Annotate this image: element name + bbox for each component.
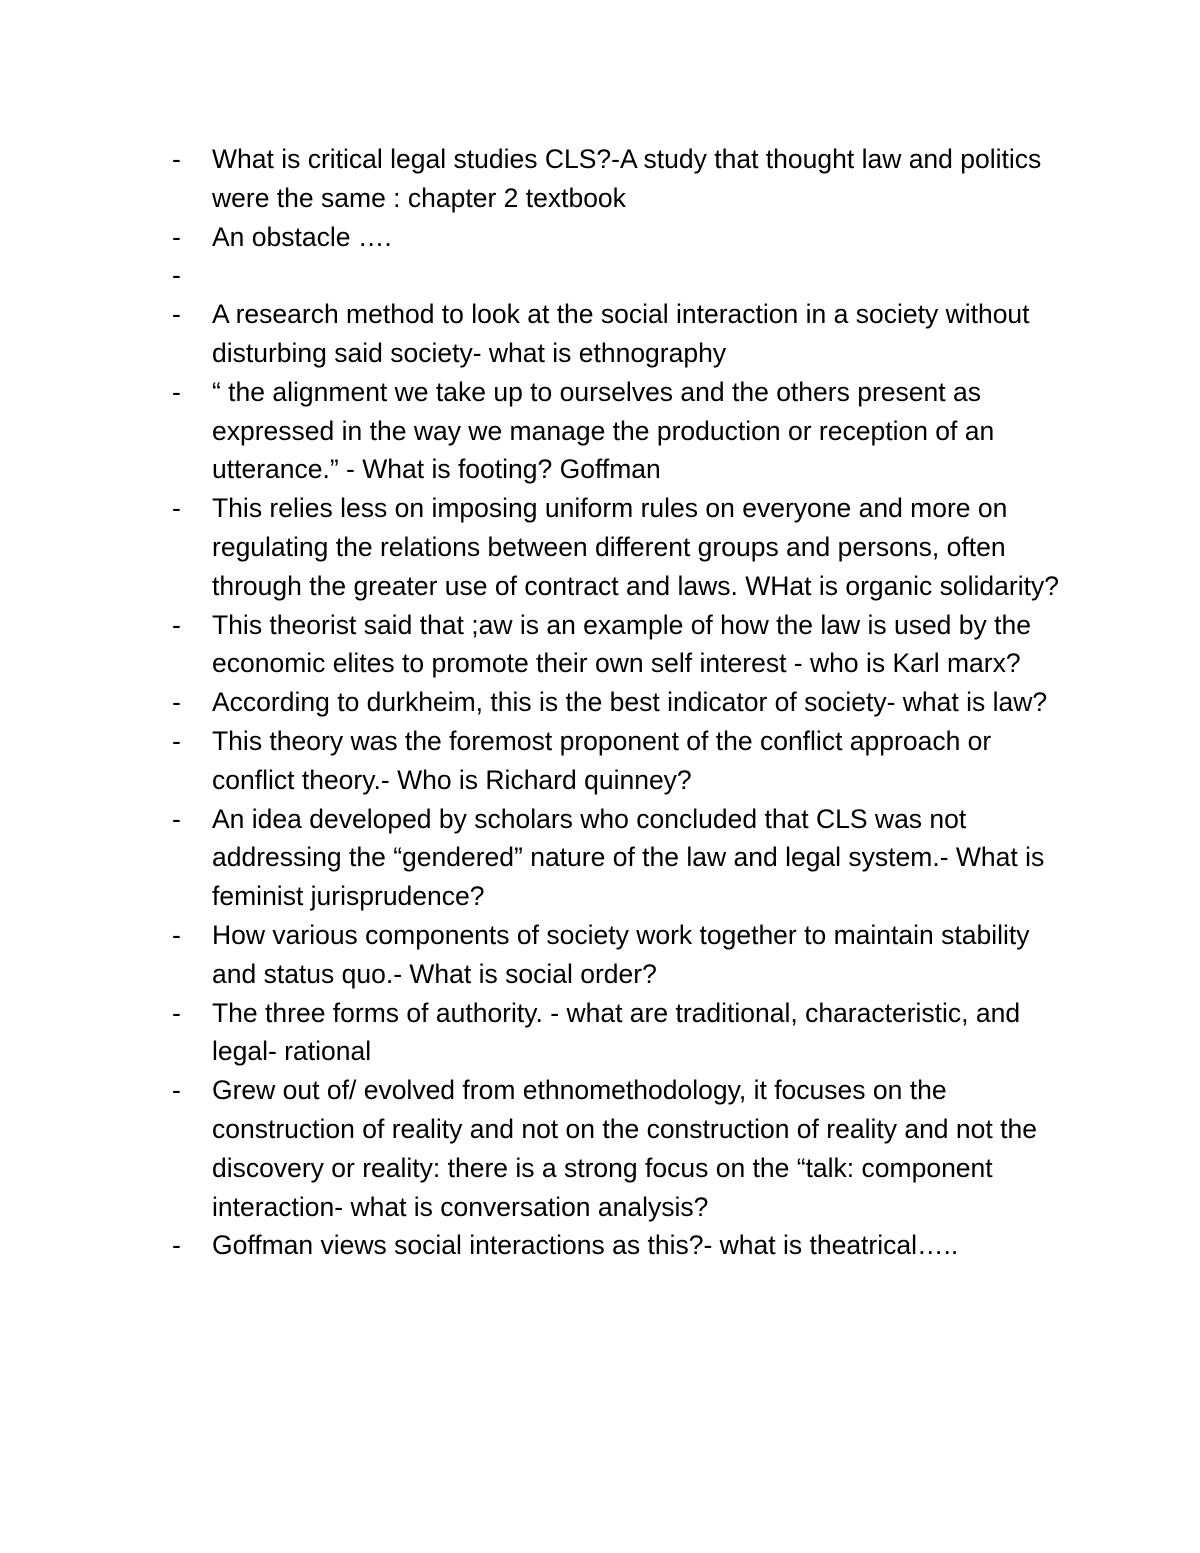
list-item-text: How various components of society work together to maintain stability and status quo.- What is social order? (212, 919, 1030, 989)
list-item-text: A research method to look at the social interaction in a society without disturbing said society- what is ethnography (212, 299, 1030, 368)
list-item (172, 994, 1072, 1072)
list-item (172, 606, 1072, 684)
list-item (172, 1226, 1072, 1265)
bullet-dash: - (172, 997, 181, 1028)
list-item (172, 916, 1072, 994)
list-item (172, 373, 1072, 489)
list-item-text: The three forms of authority. - what are traditional, characteristic, and legal- rational (212, 997, 1021, 1067)
list-item-text: Grew out of/ evolved from ethnomethodology, it focuses on the construction of reality and not on the construction of reality and not the discovery or reality: there is a strong focus on the “talk: component interaction- what is conversation analysis? (212, 1075, 1037, 1222)
list-item (172, 800, 1072, 916)
bullet-dash: - (172, 299, 181, 330)
list-item (172, 256, 1072, 295)
list-item-text: Goffman views social interactions as this?- what is theatrical….. (212, 1230, 959, 1261)
list-item (172, 722, 1072, 800)
list-item-text: According to durkheim, this is the best indicator of society- what is law? (212, 687, 1048, 718)
bullet-dash: - (172, 609, 181, 640)
list-item-text: “ the alignment we take up to ourselves and the others present as expressed in the way we manage the production or reception of an utterance.” - What is footing? Goffman (212, 376, 995, 485)
list-item-text: This theory was the foremost proponent of the conflict approach or conflict theory.- Who is Richard quinney? (212, 725, 992, 795)
list-item-text: This relies less on imposing uniform rules on everyone and more on regulating the relations between different groups and persons, often through the greater use of contract and laws. WHat is organic solidarity? (212, 493, 1059, 601)
bullet-dash: - (172, 803, 181, 834)
list-item-text: An obstacle …. (212, 221, 392, 252)
bullet-dash: - (172, 1230, 181, 1261)
list-item (172, 1071, 1072, 1226)
list-item-text: What is critical legal studies CLS?-A study that thought law and politics were the same : chapter 2 textbook (212, 144, 1042, 213)
list-item (172, 489, 1072, 605)
bullet-dash: - (172, 376, 181, 407)
bullet-dash: - (172, 260, 181, 291)
list-item-text: An idea developed by scholars who concluded that CLS was not addressing the “gendered” nature of the law and legal system.- What is feminist jurisprudence? (212, 803, 1045, 912)
list-item-text (212, 256, 1072, 295)
bullet-dash: - (172, 1075, 181, 1106)
bullet-dash: - (172, 687, 181, 718)
list-item (172, 295, 1072, 373)
bullet-dash: - (172, 493, 181, 524)
list-item (172, 218, 1072, 257)
bullet-dash: - (172, 919, 181, 950)
bullet-dash: - (172, 221, 181, 252)
bullet-dash: - (172, 144, 181, 174)
list-item-text: This theorist said that ;aw is an example of how the law is used by the economic elites to promote their own self interest - who is Karl marx? (212, 609, 1031, 679)
bullet-dash: - (172, 725, 181, 756)
list-item (172, 140, 1072, 218)
list-item (172, 683, 1072, 722)
bullet-list (172, 140, 1072, 1265)
